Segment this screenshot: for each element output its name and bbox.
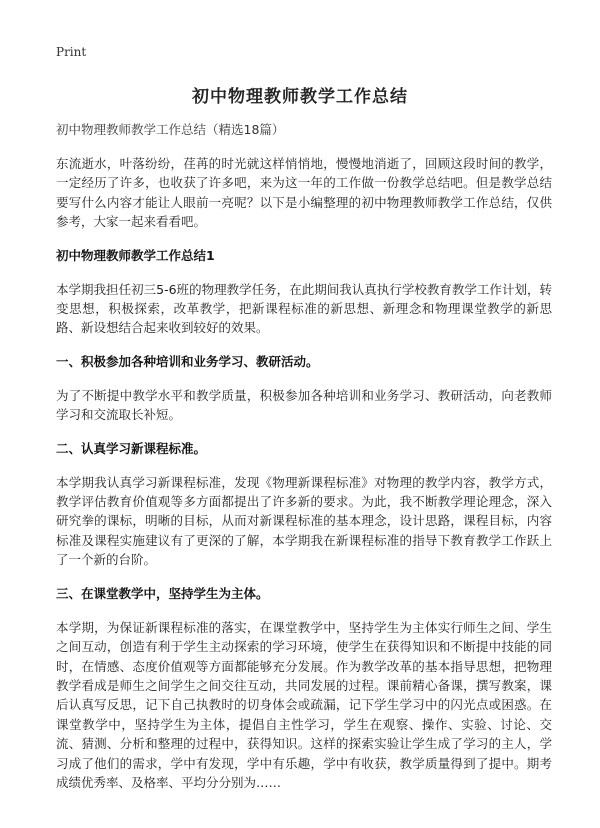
page-title: 初中物理教师教学工作总结 [192, 87, 408, 107]
paragraph-2: 为了不断提中教学水平和教学质量，积极参加各种培训和业务学习、教研活动，向老教师学习和交流取长补短。 [56, 387, 552, 423]
heading-2: 二、认真学习新课程标准。 [56, 440, 207, 456]
paragraph-4: 本学期，为保证新课程标准的落实，在课堂教学中，坚持学生为主体实行师生之间、学生之间互动，创造有利于学生主动探索的学习环境，使学生在获得知识和不断提中技能的同时，在情感、态度价值观等方面都能够充分发展。作为教学改革的基本指导思想，把物理教学看成是师生之间学生之间交往互动，共同发展的过程。课前精心备课，撰写教案，课后认真写反思，记下自己执教时的切身体会或疏漏，记下学生学习中的闪光点或困惑。在课堂教学中，坚持学生为主体，提倡自主性学习，学生在观察、操作、实验、讨论、交流、猜测、分析和整理的过程中，获得知识。这样的探索实验让学生成了学习的主人，学习成了他们的需求，学中有发现，学中有乐趣，学中有收获，教学质量得到了提中。期考成绩优秀率、及格率、平均分分别为…… [56, 619, 552, 790]
document-body [56, 120, 552, 806]
paragraph-1: 本学期我担任初三5-6班的物理教学任务，在此期间我认真执行学校教育教学工作计划，转变思想，积极探索，改革教学，把新课程标准的新思想、新理念和物理课堂教学的新思路、新设想结合起来收到较好的效果。 [56, 281, 552, 336]
print-link[interactable]: Print [56, 45, 87, 59]
section-title: 初中物理教师教学工作总结1 [56, 247, 215, 263]
intro-paragraph: 东流逝水，叶落纷纷，荏苒的时光就这样悄悄地，慢慢地消逝了，回顾这段时间的教学，一定经历了许多，也收获了许多吧，来为这一年的工作做一份教学总结吧。但是教学总结要写什么内容才能让人眼前一亮呢？以下是小编整理的初中物理教师教学工作总结，仅供参考，大家一起来看看吧。 [56, 156, 552, 230]
heading-3: 三、在课堂教学中，坚持学生为主体。 [56, 585, 269, 601]
document-subtitle: 初中物理教师教学工作总结（精选18篇） [56, 122, 285, 137]
heading-1: 一、积极参加各种培训和业务学习、教研活动。 [56, 353, 319, 369]
paragraph-3: 本学期我认真学习新课程标准，发现《物理新课程标准》对物理的教学内容，教学方式，教学评估教育价值观等多方面都提出了许多新的要求。为此，我不断教学理论理念，深入研究拳的课标，明晰的目标，从而对新课程标准的基本理念，设计思路，课程目标，内容标准及课程实施建议有了更深的了解，本学期我在新课程标准的指导下教育教学工作跃上了一个新的台阶。 [56, 474, 552, 568]
